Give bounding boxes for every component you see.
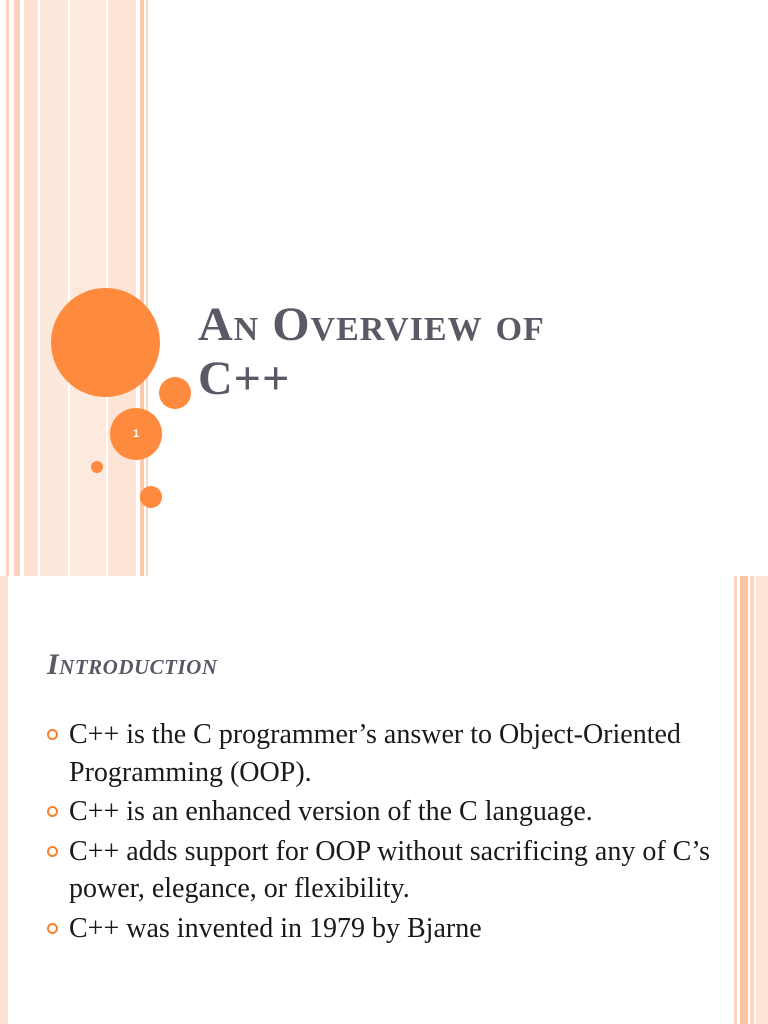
bullet-item: [47, 910, 727, 948]
large-circle-decoration: [51, 288, 160, 397]
slide-number: 1: [132, 428, 140, 440]
slide-heading: Introduction: [47, 648, 218, 681]
decorative-stripe: [756, 576, 768, 1024]
hollow-circle-bullet-icon: [47, 806, 58, 817]
bullet-item: [47, 793, 727, 831]
hollow-circle-bullet-icon: [47, 923, 58, 934]
title-line-2: C++: [198, 352, 291, 405]
title-line-1: An Overview of: [198, 298, 545, 351]
bullet-item: [47, 833, 727, 908]
bullet-text: C++ is the C programmer’s answer to Object-Oriented Programming (OOP).: [69, 719, 681, 788]
decorative-stripe: [6, 0, 9, 576]
bullet-text: C++ was invented in 1979 by Bjarne: [69, 912, 482, 944]
tiny-circle-decoration: [91, 461, 103, 473]
decorative-stripe: [750, 576, 754, 1024]
decorative-stripe: [740, 576, 748, 1024]
slide-title: [198, 298, 718, 406]
decorative-stripe: [14, 0, 20, 576]
bullet-list: [47, 716, 727, 949]
introduction-slide: [0, 576, 768, 1024]
slide-number-badge: [110, 408, 162, 460]
decorative-stripe: [24, 0, 38, 576]
bullet-text: C++ is an enhanced version of the C language.: [69, 796, 593, 827]
small-circle-decoration: [140, 486, 162, 508]
left-border-stripe: [0, 576, 8, 1024]
bullet-item: [47, 716, 727, 791]
decorative-stripe: [734, 576, 737, 1024]
bullet-text: C++ adds support for OOP without sacrificing any of C’s power, elegance, or flexibility.: [69, 835, 711, 904]
hollow-circle-bullet-icon: [47, 846, 58, 857]
medium-circle-decoration: [159, 377, 191, 409]
decorative-stripe: [40, 0, 68, 576]
hollow-circle-bullet-icon: [47, 729, 58, 740]
